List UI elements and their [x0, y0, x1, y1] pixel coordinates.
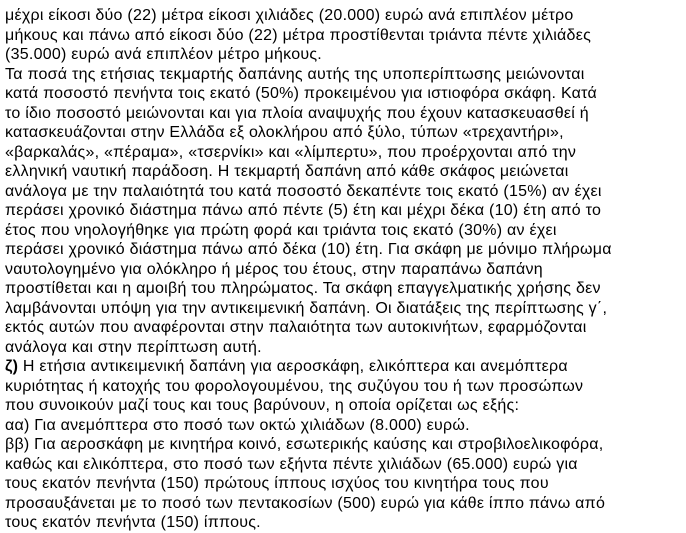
- text-line: έτος που νηολογήθηκε για πρώτη φορά και τριάντα τοις εκατό (30%) αν έχει: [5, 221, 557, 239]
- text-line: «βαρκαλάς», «πέραμα», «τσερνίκι» και «λίμπερτυ», που προέρχονται από την: [5, 143, 577, 161]
- text-line: (35.000) ευρώ ανά επιπλέον μέτρο μήκους.: [5, 46, 322, 63]
- text-line: ανάλογα και στην περίπτωση αυτή.: [5, 338, 262, 356]
- text-line: κατασκευάζονται στην Ελλάδα εξ ολοκλήρου από ξύλο, τύπων «τρεχαντήρι»,: [5, 124, 564, 141]
- text-line: ζ) Η ετήσια αντικειμενική δαπάνη για αεροσκάφη, ελικόπτερα και ανεμόπτερα: [5, 358, 568, 375]
- text-line: που συνοικούν μαζί τους και τους βαρύνουν, η οποία ορίζεται ως εξής:: [5, 397, 520, 414]
- bold-item-marker: ζ): [5, 358, 19, 375]
- text-line: εκτός αυτών που αναφέρονται στην παλαιότητα των αυτοκινήτων, εφαρμόζονται: [5, 319, 587, 336]
- text-line: περάσει χρονικό διάστημα πάνω από δέκα (10) έτη. Για σκάφη με μόνιμο πλήρωμα: [5, 241, 612, 258]
- text-line: τους εκατόν πενήντα (150) πρώτους ίππους ισχύος του κινητήρα τους που: [5, 475, 549, 492]
- text-line: μήκους και πάνω από είκοσι δύο (22) μέτρα προστίθενται τριάντα πέντε χιλιάδες: [5, 26, 592, 44]
- text-line: Τα ποσά της ετήσιας τεκμαρτής δαπάνης αυτής της υποπερίπτωσης μειώνονται: [5, 65, 585, 83]
- text-line: τους εκατόν πενήντα (150) ίππους.: [5, 514, 261, 531]
- text-line: προστίθεται και η αμοιβή του πληρώματος. Τα σκάφη επαγγελματικής χρήσης δεν: [5, 280, 601, 297]
- text-line: ββ) Για αεροσκάφη με κινητήρα κοινό, εσωτερικής καύσης και στροβιλοελικοφόρα,: [5, 436, 604, 453]
- text-line: αα) Για ανεμόπτερα στο ποσό των οκτώ χιλιάδων (8.000) ευρώ.: [5, 416, 470, 434]
- text-line: το ίδιο ποσοστό μειώνονται και για πλοία αναψυχής που έχουν κατασκευασθεί ή: [5, 104, 589, 122]
- text-line: καθώς και ελικόπτερα, στο ποσό των εξήντα πέντε χιλιάδων (65.000) ευρώ για: [5, 455, 578, 473]
- text-line: κυριότητας ή κατοχής του φορολογουμένου, της συζύγου του ή των προσώπων: [5, 377, 584, 395]
- text-line: περάσει χρονικό διάστημα πάνω από πέντε (5) έτη και μέχρι δέκα (10) έτη από το: [5, 202, 602, 219]
- text-line: μέχρι είκοσι δύο (22) μέτρα είκοσι χιλιάδες (20.000) ευρώ ανά επιπλέον μέτρο: [5, 7, 574, 24]
- text-line: ανάλογα με την παλαιότητά του κατά ποσοστό δεκαπέντε τοις εκατό (15%) αν έχει: [5, 182, 602, 200]
- text-line: προσαυξάνεται με το ποσό των πεντακοσίων (500) ευρώ για κάθε ίππο πάνω από: [5, 494, 606, 512]
- text-line: ναυτολογημένο για ολόκληρο ή μέρος του έτους, στην παραπάνω δαπάνη: [5, 260, 543, 278]
- text-line: ελληνική ναυτική παράδοση. Η τεκμαρτή δαπάνη από κάθε σκάφος μειώνεται: [5, 163, 569, 180]
- text-line: κατά ποσοστό πενήντα τοις εκατό (50%) προκειμένου για ιστιοφόρα σκάφη. Κατά: [5, 85, 598, 102]
- text-line: λαμβάνονται υπόψη για την αντικειμενική δαπάνη. Οι διατάξεις της περίπτωσης γ΄,: [5, 299, 608, 317]
